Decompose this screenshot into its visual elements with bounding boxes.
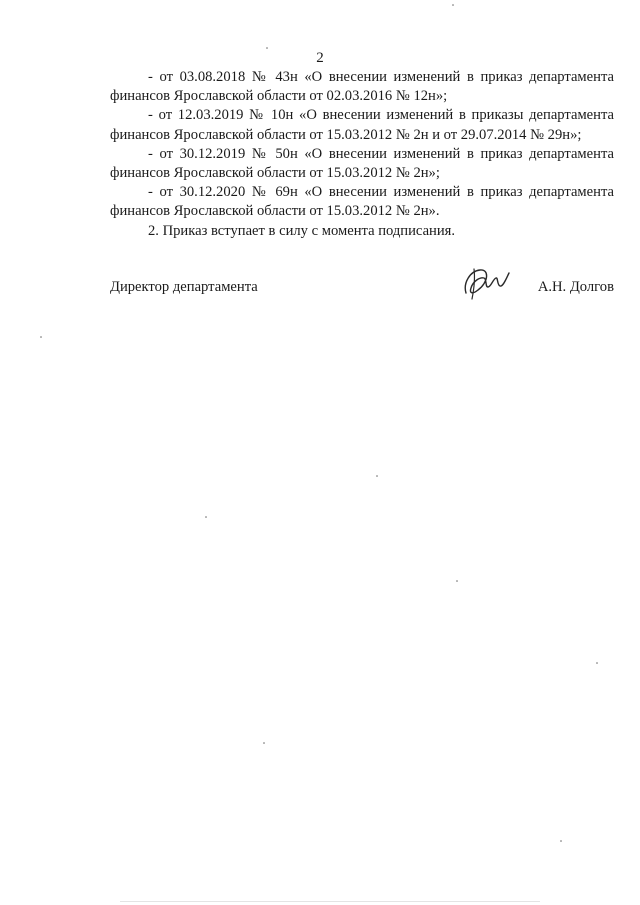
amendment-paragraph: - от 30.12.2019 № 50н «О внесении изменений в приказ департамента финансов Ярославской области от 15.03.2012 № 2н»; [110, 145, 614, 182]
signature-block [110, 263, 614, 309]
handwritten-signature-icon [460, 263, 512, 303]
amendment-paragraph: - от 12.03.2019 № 10н «О внесении изменений в приказы департамента финансов Ярославской области от 15.03.2012 № 2н и от 29.07.2014 № 29н»; [110, 107, 614, 143]
scan-speck [456, 580, 458, 582]
scan-edge-line [120, 901, 540, 902]
scan-speck [376, 475, 378, 477]
scan-speck [452, 4, 454, 6]
amendment-paragraph: - от 30.12.2020 № 69н «О внесении изменений в приказ департамента финансов Ярославской области от 15.03.2012 № 2н». [110, 184, 614, 220]
signatory-name: А.Н. Долгов [537, 279, 614, 295]
scan-speck [263, 742, 265, 744]
scan-speck [560, 840, 562, 842]
scan-speck [266, 47, 268, 49]
scan-speck [596, 662, 598, 664]
scan-speck [40, 336, 42, 338]
document-body [110, 68, 614, 241]
page-number: 2 [316, 50, 324, 66]
scan-speck [205, 516, 207, 518]
amendment-paragraph: - от 03.08.2018 № 43н «О внесении изменений в приказ департамента финансов Ярославской области от 02.03.2016 № 12н»; [110, 69, 614, 105]
effective-date-paragraph: 2. Приказ вступает в силу с момента подписания. [148, 222, 456, 239]
signatory-title: Директор департамента [110, 279, 258, 295]
